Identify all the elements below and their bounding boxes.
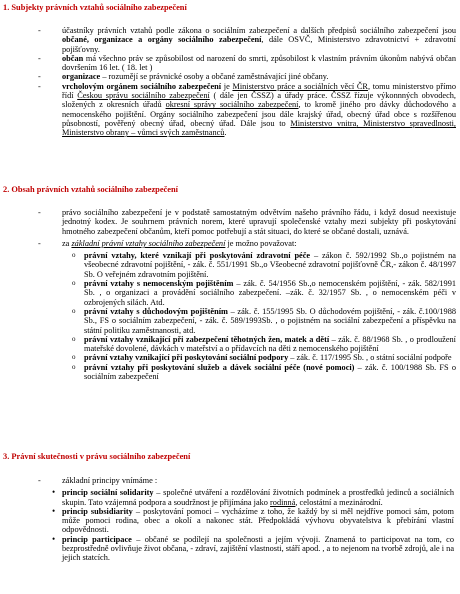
list-item [0, 54, 458, 73]
section-2-body [0, 208, 458, 381]
list-item [0, 72, 458, 81]
sub-list-item [0, 279, 458, 307]
text-run: – rozumějí se právnické osoby a občané zaměstnávající jiné občany. [100, 72, 329, 82]
text-run: , celostátní a mezinárodní. [295, 497, 383, 507]
text-run: , tomu ministerstvo přímo řídí [62, 81, 456, 101]
text-run: – společné utváření a rozdělování životních podmínek a prostředků jedinců a sociálních skupin. Tato vzájemná podpora a soudržnost je přijímána jako [62, 488, 455, 507]
sub-list-item [0, 363, 458, 382]
text-run: , to kromě jiného pro dávky důchodového a nemocenského pojištění. Orgány sociálního zabezpečení jsou dále krajský úřad, obecný úřad obce s rozšířenou působností, pověřený obecný úřad, obecný úřad. Dále jsou to [62, 100, 456, 128]
text-run: okresní správy sociálního zabezpečení [165, 100, 299, 110]
text-run: je možno považovat: [225, 238, 297, 248]
text-run: Ministerstvo vnitra [290, 118, 357, 128]
sub-list-item [0, 251, 458, 279]
list-item [0, 82, 458, 138]
section-2-heading: 2. Obsah právních vztahů sociálního zabezpečení [3, 185, 178, 194]
text-run: – poskytování pomoci – vycházíme z toho, že každý by si měl nejdříve pomoci sám, potom může pomoci rodina, obec a okolí a nakonec stát. Předpokládá vývhovu obyvatelstva k přebírání vlastní odpovědnosti. [62, 506, 454, 535]
section-2-sublist [0, 251, 458, 381]
list-item [0, 26, 458, 54]
text-run: právní vztahy s nemocenským pojištěním [84, 279, 234, 289]
text-run: právní vztahy, které vznikají při poskytování zdravotní péče [84, 251, 311, 261]
list-item [0, 208, 458, 236]
section-3-body [0, 476, 458, 563]
section-1-list [0, 26, 458, 138]
text-run: – zák. č. 117/1995 Sb. , o státní sociální podpoře [288, 353, 452, 363]
section-2-list [0, 208, 458, 251]
sub-list-item [0, 335, 458, 354]
text-run: občan [62, 53, 84, 63]
list-item [0, 476, 458, 485]
text-run: vrcholovým orgánem sociálního zabezpečení [62, 81, 222, 91]
bullet-item [0, 488, 458, 507]
text-run: , dále OSVČ, Ministerstvo zdravotnictví + zdravotní pojišťovny. [62, 35, 456, 54]
text-run: Ministerstvo práce a sociálních věcí ČR [232, 81, 368, 91]
text-run: – zák. č. 100/1988 Sb. FS o sociálním zabezpečení [84, 362, 456, 382]
text-run: právní vztahy vznikající při zabezpečení těhotných žen, matek a dětí [84, 334, 330, 344]
text-run: princip sociální solidarity [62, 488, 154, 498]
sub-list-item [0, 353, 458, 362]
text-run: princip subsidiarity [62, 506, 133, 516]
text-run: právní vztahy při poskytování služeb a dávek sociální péče (nové pomoci) [84, 362, 355, 372]
sub-list-item [0, 307, 458, 335]
text-run: , Ministerstvo spravedlnosti, Ministerstvo obrany – vůmci svých zaměstnanců [62, 118, 456, 138]
text-run: . [224, 128, 227, 138]
text-run: – zákon č. 592/1992 Sb.,o pojistném na všeobecné zdravotní pojištění, - zák. č. 551/1991 Sb.,o Všeobecné zdravotní pojišťovně ČR,- zákon č. 48/1997 Sb. O veřejném zdravotním pojištění. [84, 251, 456, 279]
text-run: – zák. č. 54/1956 Sb.,o nemocenském pojištění, - zák. 582/1991 Sb. , o organizaci a provádění sociálního zabezpečení. –zák. č. 32/1957 Sb. , o nemocenském péči v ozbrojených silách. Atd. [84, 279, 456, 307]
bullet-item [0, 535, 458, 563]
bullet-item [0, 507, 458, 535]
text-run: je [221, 81, 233, 91]
text-run: základní právní vztahy sociálního zabezpečení [71, 238, 226, 248]
text-run: organizace [62, 72, 101, 82]
text-run: Českou správu sociálního zabezpečení [77, 91, 210, 101]
section-1-body [0, 26, 458, 138]
section-3-heading: 3. Právní skutečnosti v právu sociálního zabezpečení [3, 452, 191, 461]
section-3-bullets [0, 488, 458, 562]
text-run: právní vztahy vznikající při poskytování sociální podpory [84, 353, 289, 363]
text-run: účastníky právních vztahů podle zákona o sociálním zabezpečení a dalších předpisů sociálního zabezpečení jsou [62, 26, 456, 35]
text-run: právní vztahy s důchodovým pojištěním [84, 306, 228, 316]
text-run: za [62, 238, 72, 248]
text-run: – občané se podílejí na společnosti a jejím vývoji. Znamená to participovat na tom, co bezprostředně ovlivňuje život občana, - zdraví, zajištění vlastnosti, stáří apod. , a to nejenom na tvorbě zdrojů, ale i na jejich statcích. [62, 534, 455, 563]
text-run: právo sociálního zabezpečení je v podstatě samostatným odvětvím našeho právního řádu, i když dosud neexistuje jednotný kodex. Je souhrnem právních norem, které upravují společenské vztahy mezi subjekty při poskytování hmotného zabezpečení občanům, kteří pomoc potřebují a stát situaci, do které se občané dostali, uznává. [62, 208, 456, 236]
text-run: má všechno práv se způsobilost od narození do smrti, způsobilost k vlastním právním úkonům nabývá občan dovršením 16 let. ( 18. let ) [62, 53, 456, 73]
text-run: základní principy vnímáme : [62, 476, 158, 485]
list-item [0, 239, 458, 248]
text-run: rodinná [270, 497, 296, 507]
section-1-heading: 1. Subjekty právních vztahů sociálního zabezpečení [3, 3, 187, 12]
text-run: občané, organizace a orgány sociálního zabezpečení [62, 35, 262, 45]
text-run: ( dále jen ČSSZ) a úřady práce. ČSSZ řízuje výkonnných obvodech, složených z okresních úřadů [62, 91, 456, 110]
section-3-list [0, 476, 458, 488]
text-run: – zák. č. 88/1968 Sb. , o prodloužení mateřské dovolené, dávkách v mateřství a o přídavcích na děti z nemocenského pojištění [84, 334, 456, 354]
text-run: – zák. č. 155/1995 Sb. O důchodovém pojištění, - zák. č.100/1988 Sb., FS o sociálním zabezpečení, - zák. č. 589/1993Sb. , o pojistném na sociální zabezpečení a příspěvku na státní politiku zaměstnanosti, atd. [84, 306, 456, 335]
text-run: princip participace [62, 534, 132, 544]
